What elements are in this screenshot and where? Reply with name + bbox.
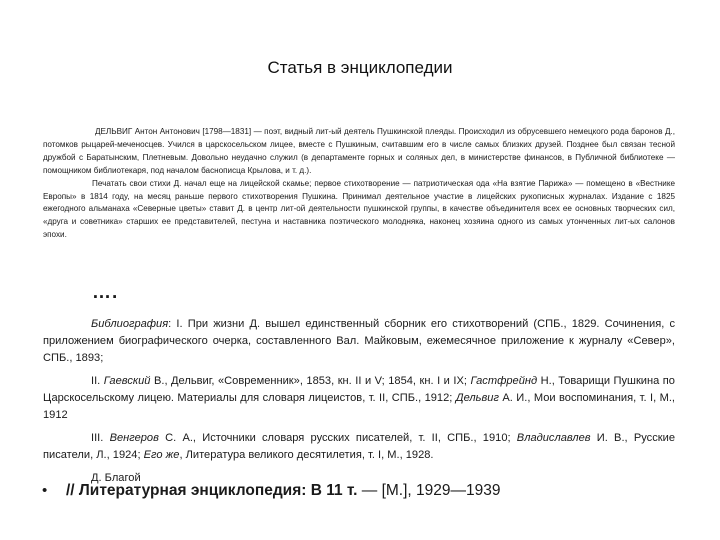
bibliography-text: , Литература великого десятилетия, т. I, М., 1928.: [179, 449, 434, 461]
bibliography-text: Н., Товарищи Пушкина по Царскосельскому лицею. Материалы для словаря лицеистов, т. II, СПБ., 1912;: [43, 375, 675, 404]
page-title: Статья в энциклопедии: [267, 58, 453, 77]
source-citation: [42, 482, 500, 500]
bibliography-label: Библиография: [91, 318, 169, 330]
bibliography-numeral: III.: [91, 432, 110, 444]
bibliography-author: Владиславлев: [516, 432, 591, 444]
article-paragraph-1: [43, 126, 675, 178]
ellipsis-mark: ….: [92, 282, 119, 303]
bibliography-paragraph-1-text: : I. При жизни Д. вышел единственный сборник его стихотворений (СПБ., 1829. Сочинения, с приложением биографического очерка, составленного Вал. Майковым, ежемесячное приложение к журналу «Север», СПБ., 1893;: [43, 318, 675, 364]
bibliography-paragraph-2: [43, 373, 675, 424]
article-paragraph-2: Печатать свои стихи Д. начал еще на лицейской скамье; первое стихотворение — патриотическая ода «На взятие Парижа» — помещено в «Вестнике Европы» в 1814 году, на месяц раньше первого стихотворения Пушкина. Принимал деятельное участие в лицейских рукописных журналах. Издание с 1825 ежегодного альманаха «Северные цветы» ставит Д. в центр лит-ой деятельности пушкинской группы, в качестве объединителя всех ее основных творческих сил, «друга и советника» старших ее представителей, пестуна и наставника поэтического молодняка, наконец хозяина одного из самых утонченных лит-ых салонов эпохи.: [43, 178, 675, 240]
article-paragraph-1-text: Антон Антонович [1798—1831] — поэт, видный лит-ый деятель Пушкинской плеяды. Происходил из обрусевшего немецкого рода баронов Д., потомков рыцарей-меченосцев. Учился в царскосельском лицее, вместе с Пушкиным, считавшим его в числе самых близких друзей. Позднее был связан тесной дружбой с Баратынским, Плетневым. Довольно неудачно служил (в департаменте горных и соляных дел, в министерстве финансов, в Публичной библиотеке — помощником библиотекаря, под началом баснописца Крылова, и т. д.).: [43, 127, 675, 175]
bibliography-author: Гаевский: [103, 375, 151, 387]
article-signature: Д. Благой: [91, 472, 141, 484]
bibliography-numeral: II.: [91, 375, 104, 387]
bibliography-text: В., Дельвиг, «Современник», 1853, кн. II и V; 1854, кн. I и IX;: [150, 375, 471, 387]
source-title: // Литературная энциклопедия: В 11 т.: [66, 482, 358, 499]
source-imprint: — [М.], 1929—1939: [357, 482, 501, 499]
bibliography-author: Венгеров: [109, 432, 159, 444]
bibliography-section: [43, 316, 675, 487]
bibliography-text: С. А., Источники словаря русских писателей, т. II, СПБ., 1910;: [158, 432, 517, 444]
bullet-icon: •: [42, 482, 48, 499]
encyclopedia-article: [43, 126, 675, 242]
bibliography-author: Его же: [143, 449, 180, 461]
bibliography-text: А. И., Мои воспоминания, т. I, М., 1912: [43, 392, 675, 421]
bibliography-text: И. В., Русские писатели, Л., 1924;: [43, 432, 675, 461]
bibliography-paragraph-3: [43, 430, 675, 464]
article-headword: ДЕЛЬВИГ: [95, 127, 133, 136]
bibliography-author: Дельвиг: [455, 392, 499, 404]
bibliography-paragraph-1: [43, 316, 675, 367]
bibliography-author: Гастфрейнд: [470, 375, 538, 387]
